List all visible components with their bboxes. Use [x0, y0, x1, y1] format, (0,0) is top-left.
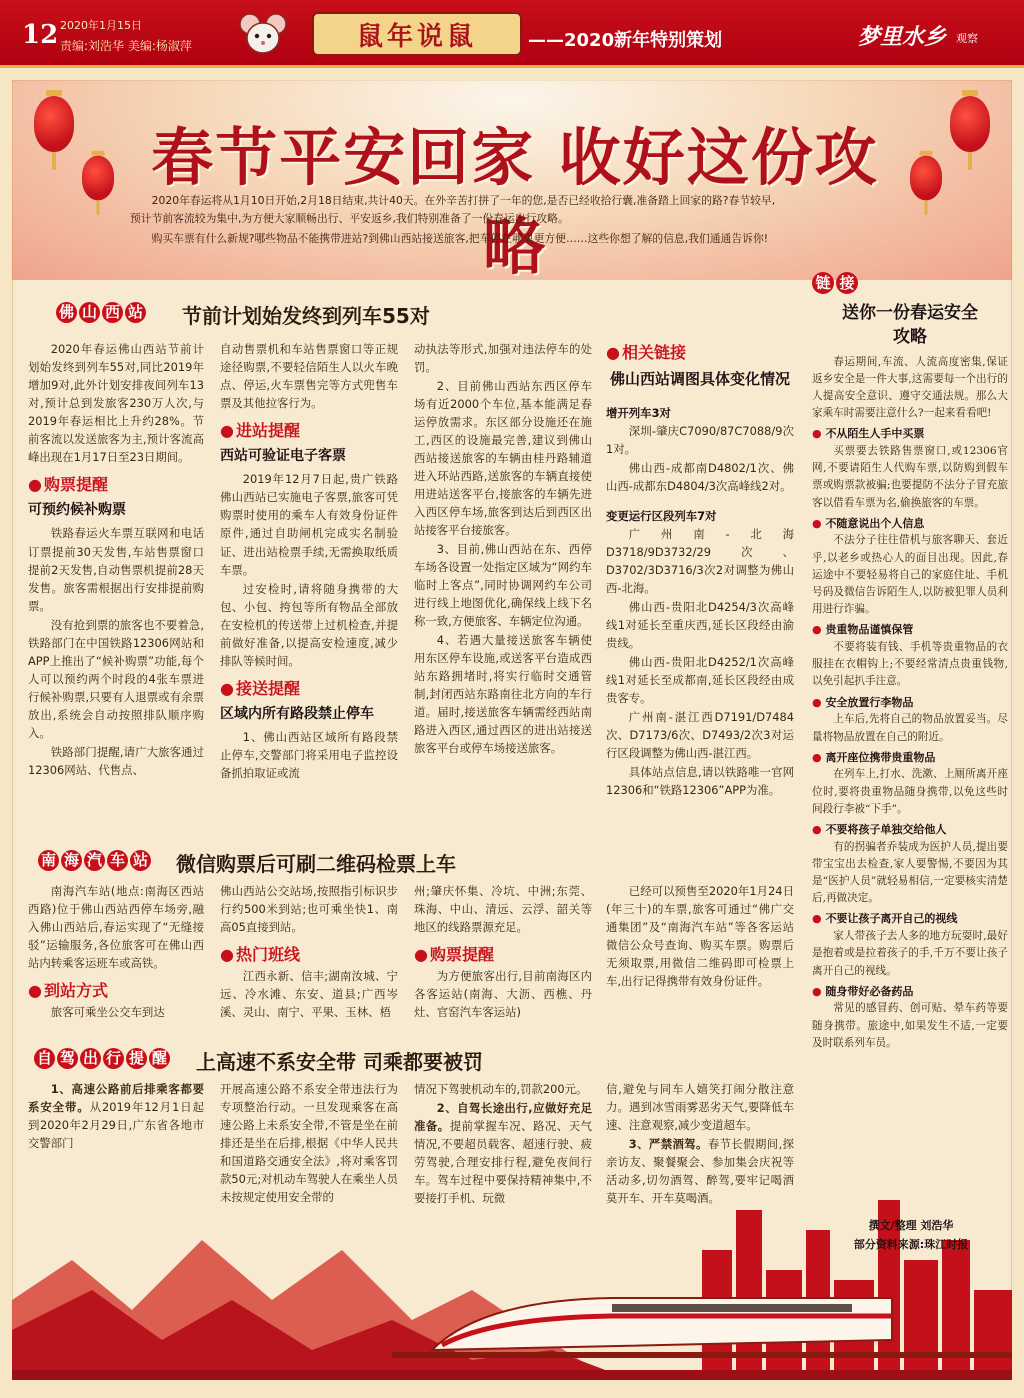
- sidebar-title: 送你一份春运安全攻略: [842, 303, 978, 347]
- train-city-illustration: [12, 1180, 1012, 1380]
- author-credit: 撰文/整理 刘浩华: [868, 1219, 954, 1232]
- safety-tip-body: 在列车上,打水、洗漱、上厕所离开座位时,要将贵重物品随身携带,以免这些时间段行李被“下手”。: [812, 768, 1008, 815]
- paragraph: 没有抢到票的旅客也不要着急,铁路部门在中国铁路12306网站和APP上推出了“候补购票”功能,每个人可以预约两个时段的4张车票进行候补购票,只要有人退票或有余票放出,系统会自动按照排队顺序购入。: [28, 617, 204, 740]
- paragraph: 为方便旅客出行,目前南海区内各客运站(南海、大沥、西樵、丹灶、官窑汽车客运站): [414, 969, 592, 1020]
- paragraph: 广州南-湛江西D7191/D7484次、D7173/6次、D7493/2次3对运行区段调整为佛山西-湛江西。: [606, 709, 794, 760]
- subsection-heading: ● 到站方式: [28, 978, 204, 1003]
- bold-lead: 3、严禁酒驾。: [628, 1137, 708, 1152]
- safety-tip-heading: ● 离开座位携带贵重物品: [812, 749, 1008, 767]
- paragraph: 州;肇庆怀集、冷坑、中洲;东莞、珠海、中山、清远、云浮、韶关等地区的线路票源充足。: [414, 884, 592, 935]
- rat-mascot-icon: [236, 10, 290, 58]
- safety-tip-body: 买票要去铁路售票窗口,或12306官网,不要请陌生人代购车票,以防购到假车票或购票款被骗;也要提防不法分子冒充旅客以借看车票为名,偷换旅客的车票。: [812, 445, 1008, 509]
- badge-char: 海: [61, 850, 82, 871]
- badge-char: 提: [126, 1048, 147, 1069]
- lantern-icon: [82, 156, 114, 201]
- badge-char: 山: [79, 302, 100, 323]
- badge-char: 车: [107, 850, 128, 871]
- subsection-subtitle: 区域内所有路段禁止停车: [220, 705, 374, 722]
- paragraph: 1、佛山西站区域所有路段禁止停车,交警部门将采用电子监控设备抓拍取证或流: [220, 729, 398, 781]
- badge-char: 链: [812, 272, 834, 294]
- subsection-heading: ● 进站提醒: [220, 418, 398, 443]
- editors-line: 责编:刘浩华 美编:杨淑萍: [60, 39, 192, 53]
- article-column: [28, 340, 204, 780]
- subsection-subtitle: 西站可验证电子客票: [220, 448, 346, 465]
- subsection-heading: ● 购票提醒: [414, 942, 592, 967]
- paragraph: 信,避免与同车人嬉笑打闹分散注意力。遇到冰雪雨雾恶劣天气,要降低车速、注意观察,减少变道超车。: [606, 1082, 794, 1133]
- badge-char: 站: [130, 850, 151, 871]
- sidebar-badge: [812, 272, 1008, 294]
- safety-tip-heading: ● 不要将孩子单独交给他人: [812, 821, 1008, 839]
- brand-logo: 梦里水乡: [858, 24, 947, 50]
- safety-tip-heading: ● 不要让孩子离开自己的视线: [812, 910, 1008, 928]
- safety-tip-body: 有的拐骗者乔装成为医护人员,提出要带宝宝出去检查,家人要警惕,不要因为其是“医护人员”就轻易相信,一定要核实清楚后,再做决定。: [812, 840, 1008, 905]
- badge-char: 南: [38, 850, 59, 871]
- article-column: [220, 340, 398, 783]
- article-column: [414, 882, 592, 1022]
- article-column: [414, 340, 592, 758]
- issue-date: 2020年1月15日: [60, 19, 142, 32]
- paragraph: 自动售票机和车站售票窗口等正规途径购票,不要轻信陌生人以火车晚点、停运,火车票售完等方式兜售车票及其他拉客行为。: [220, 342, 398, 411]
- paragraph: 佛山西站公交站场,按照指引标识步行约500米到站;也可乘坐快1、南高05直接到站。: [220, 884, 398, 935]
- subsection-heading: ● 热门班线: [220, 942, 398, 967]
- paragraph-text: 从2019年12月1日起到2020年2月29日,广东省各地市交警部门: [28, 1100, 204, 1151]
- section-title: 微信购票后可刷二维码检票上车: [176, 852, 456, 876]
- safety-tip-heading: ● 不随意说出个人信息: [812, 515, 1008, 533]
- lantern-icon: [910, 156, 942, 201]
- credits: [836, 1217, 986, 1254]
- source-credit: 部分资料来源:珠江时报: [853, 1237, 969, 1251]
- safety-tip-body: 家人带孩子去人多的地方玩耍时,最好是抱着或是拉着孩子的手,千万不要让孩子离开自己的视线。: [812, 930, 1008, 977]
- badge-char: 自: [34, 1048, 55, 1069]
- safety-tip-body: 上车后,先将自己的物品放置妥当。尽量将物品放置在自己的附近。: [812, 713, 1008, 743]
- paragraph: 佛山西-成都南D4802/1次、佛山西-成都东D4804/3次高峰线2对。: [606, 460, 794, 493]
- badge-char: 佛: [56, 302, 77, 323]
- paragraph: 2、目前佛山西站东西区停车场有近2000个车位,基本能满足春运停放需求。东区部分设施还在施工,西区的设施最完善,建议到佛山西站接送旅客的车辆由桂丹路辅道进入环站西路,送旅客的车辆直接使用进站送客平台,接旅客的车辆先进入西区停车场,旅客到达后到西区出站接客平台接旅客。: [414, 379, 592, 538]
- related-subheading: 变更运行区段列车7对: [606, 508, 717, 523]
- paragraph: 具体站点信息,请以铁路唯一官网12306和“铁路12306”APP为准。: [606, 764, 794, 797]
- badge-char: 汽: [84, 850, 105, 871]
- section-badge-self-drive: [34, 1048, 170, 1069]
- badge-char: 出: [80, 1048, 101, 1069]
- safety-tip-body: 不要将装有钱、手机等贵重物品的衣服挂在衣帽钩上;不要经常清点贵重钱物,以免引起扒手注意。: [812, 641, 1008, 688]
- intro-text: 2020年春运将从1月10日开始,2月18日结束,共计40天。在外辛苦打拼了一年的您,是否已经收拾行囊,准备踏上回家的路?春节较早,预计节前客流较为集中,为方便大家顺畅出行、平安返乡,我们特别准备了一份春运出行攻略。: [130, 194, 776, 225]
- subsection-heading: ● 接送提醒: [220, 676, 398, 701]
- paragraph: 3、目前,佛山西站在东、西停车场各设置一处指定区域为“网约车临时上客点”,同时协调网约车公司进行线上地图优化,确保线上线下名称一致,方便旅客、车辆定位沟通。: [414, 542, 592, 629]
- badge-char: 接: [836, 272, 858, 294]
- article-column: [28, 882, 204, 1022]
- paragraph: 2019年12月7日起,贵广铁路佛山西站已实施电子客票,旅客可凭购票时使用的乘车人有效身份证件原件,通过自助闸机完成实名制验证、进出站检票手续,无需换取纸质车票。: [220, 472, 398, 577]
- paragraph: 铁路春运火车票互联网和电话订票提前30天发售,车站售票窗口提前2天发售,自动售票机提前28天发售。旅客需根据出行安排提前购票。: [28, 526, 204, 613]
- article-column: [28, 1080, 204, 1153]
- special-edition-label: ——2020新年特别策划: [528, 30, 723, 51]
- page-number: 12: [22, 20, 59, 50]
- paragraph-text: 春节长假期间,探亲访友、聚餐聚会、参加集会庆祝等活动多,切勿酒驾、醉驾,要牢记喝酒莫开车、开车莫喝酒。: [606, 1137, 794, 1206]
- badge-char: 驾: [57, 1048, 78, 1069]
- section-title: 节前计划始发终到列车55对: [182, 304, 430, 328]
- lantern-icon: [34, 96, 74, 152]
- paragraph: 过安检时,请将随身携带的大包、小包、挎包等所有物品全部放在安检机的传送带上过机检查,并提前做好准备,以提高安检速度,减少排队等候时间。: [220, 581, 398, 668]
- paragraph: 广州南-北海D3718/9D3732/29次、D3702/3D3716/3次2对调整为佛山西-北海。: [606, 526, 794, 595]
- paragraph: 情况下驾驶机动车的,罚款200元。: [414, 1082, 588, 1096]
- paragraph: 开展高速公路不系安全带违法行为专项整治行动。一旦发现乘客在高速公路上未系安全带,不管是坐在前排还是坐在后排,根据《中华人民共和国道路交通安全法》,将对乘客罚款50元;对机动车驾驶人在乘坐人员未按规定使用安全带的: [220, 1082, 398, 1205]
- paragraph: 南海汽车站(地点:南海区西站西路)位于佛山西站西停车场旁,融入佛山西站后,春运实现了“无缝接驳”运输服务,各位旅客可在佛山西站内转乘客运班车或高铁。: [28, 884, 204, 971]
- related-title: 佛山西站调图具体变化情况: [609, 370, 790, 389]
- related-heading: ● 相关链接: [606, 340, 794, 365]
- related-subheading: 增开列车3对: [606, 405, 671, 420]
- related-link-column: [606, 340, 794, 800]
- bold-lead: 2、自驾长途出行,应做好充足准备。: [414, 1101, 592, 1134]
- lantern-icon: [950, 96, 990, 152]
- badge-char: 西: [102, 302, 123, 323]
- sidebar-body: [812, 354, 1008, 1052]
- paragraph: 佛山西-贵阳北D4254/3次高峰线1对延长至重庆西,延长区段经由渝贵线。: [606, 599, 794, 650]
- paragraph: 4、若遇大量接送旅客车辆使用东区停车设施,或送客平台造成西站东路拥堵时,将实行临时交通管制,封闭西站东路南往北方向的车行道。届时,接送旅客车辆需经西站南路进入西区,通过西区的进出站接送旅客平台或停车场接送旅客。: [414, 633, 592, 756]
- paragraph: 旅客可乘坐公交车到达: [50, 1005, 165, 1020]
- safety-tip-heading: ● 安全放置行李物品: [812, 694, 1008, 712]
- paragraph: 铁路部门提醒,请广大旅客通过12306网站、代售点、: [28, 744, 204, 777]
- badge-char: 行: [103, 1048, 124, 1069]
- paragraph: 动执法等形式,加强对违法停车的处罚。: [414, 342, 592, 375]
- sidebar-safety-guide: [812, 272, 1008, 1052]
- section-badge-foshan-west: [56, 302, 146, 323]
- paragraph: 2020年春运佛山西站节前计划始发终到列车55对,同比2019年增加9对,此外计划安排夜间列车13对,预计总到发旅客230万人次,与2019年春运相比上升约28%。节前客流以发送旅客为主,预计客流高峰出现在1月17日至23日期间。: [28, 342, 204, 465]
- intro-paragraph: [130, 192, 780, 249]
- paragraph: 已经可以预售至2020年1月24日(年三十)的车票,旅客可通过“佛广交通集团”及“南海汽车站”等各客运站微信公众号查询、购买车票。购票后无须取票,用微信二维码即可检票上车,出行记得携带有效身份证件。: [606, 884, 794, 989]
- badge-char: 醒: [149, 1048, 170, 1069]
- article-column: [606, 882, 794, 991]
- page-title: 春节平安回家 收好这份攻略: [151, 121, 879, 283]
- safety-tip-body: 常见的感冒药、创可贴、晕车药等要随身携带。旅途中,如果发生不适,一定要及时联系列车员。: [812, 1002, 1008, 1049]
- subsection-heading: ● 购票提醒: [28, 472, 204, 497]
- paragraph: 佛山西-贵阳北D4252/1次高峰线1对延长至成都南,延长区段经由成贵客专。: [606, 654, 794, 705]
- intro-text: 购买车票有什么新规?哪些物品不能携带进站?到佛山西站接送旅客,把车停在哪里更方便……这些你想了解的信息,我们通通告诉你!: [151, 231, 769, 245]
- section-title: 上高速不系安全带 司乘都要被罚: [196, 1050, 483, 1074]
- column-name: 鼠年说鼠: [356, 21, 477, 52]
- page-header: [0, 0, 1024, 68]
- safety-tip-heading: ● 贵重物品谨慎保管: [812, 621, 1008, 639]
- sidebar-intro: 春运期间,车流、人流高度密集,保证返乡安全是一件大事,这需要每一个出行的人提高安全意识、遵守交通法规。那么大家乘车时需要注意什么?一起来看看吧!: [812, 355, 1008, 420]
- paragraph: 深圳-肇庆C7090/87C7088/9次1对。: [606, 423, 794, 456]
- safety-tip-body: 不法分子往往借机与旅客聊天、套近乎,以老乡或热心人的面目出现。因此,春运途中不要轻易将自己的家庭住址、手机号码及微信告诉陌生人,以防被犯罪人员利用进行诈骗。: [812, 534, 1008, 616]
- article-column: [220, 882, 398, 1022]
- section-badge-nanhai-bus: [38, 850, 151, 871]
- safety-tip-heading: ● 不从陌生人手中买票: [812, 425, 1008, 443]
- brand-sub: 观察: [956, 32, 978, 45]
- bold-lead: 1、高速公路前后排乘客都要系安全带。: [28, 1082, 204, 1115]
- paragraph: 江西永新、信丰;湖南汝城、宁远、冷水滩、东安、道县;广西岑溪、灵山、南宁、平果、玉林、梧: [220, 969, 398, 1020]
- column-banner: [312, 12, 522, 56]
- subsection-subtitle: 可预约候补购票: [28, 502, 126, 519]
- paragraph-text: 提前掌握车况、路况、天气情况,不要超员载客、超速行驶、疲劳驾驶,合理安排行程,避免夜间行车。驾车过程中要保持精神集中,不要接打手机、玩微: [414, 1119, 592, 1206]
- badge-char: 站: [125, 302, 146, 323]
- safety-tip-heading: ● 随身带好必备药品: [812, 983, 1008, 1001]
